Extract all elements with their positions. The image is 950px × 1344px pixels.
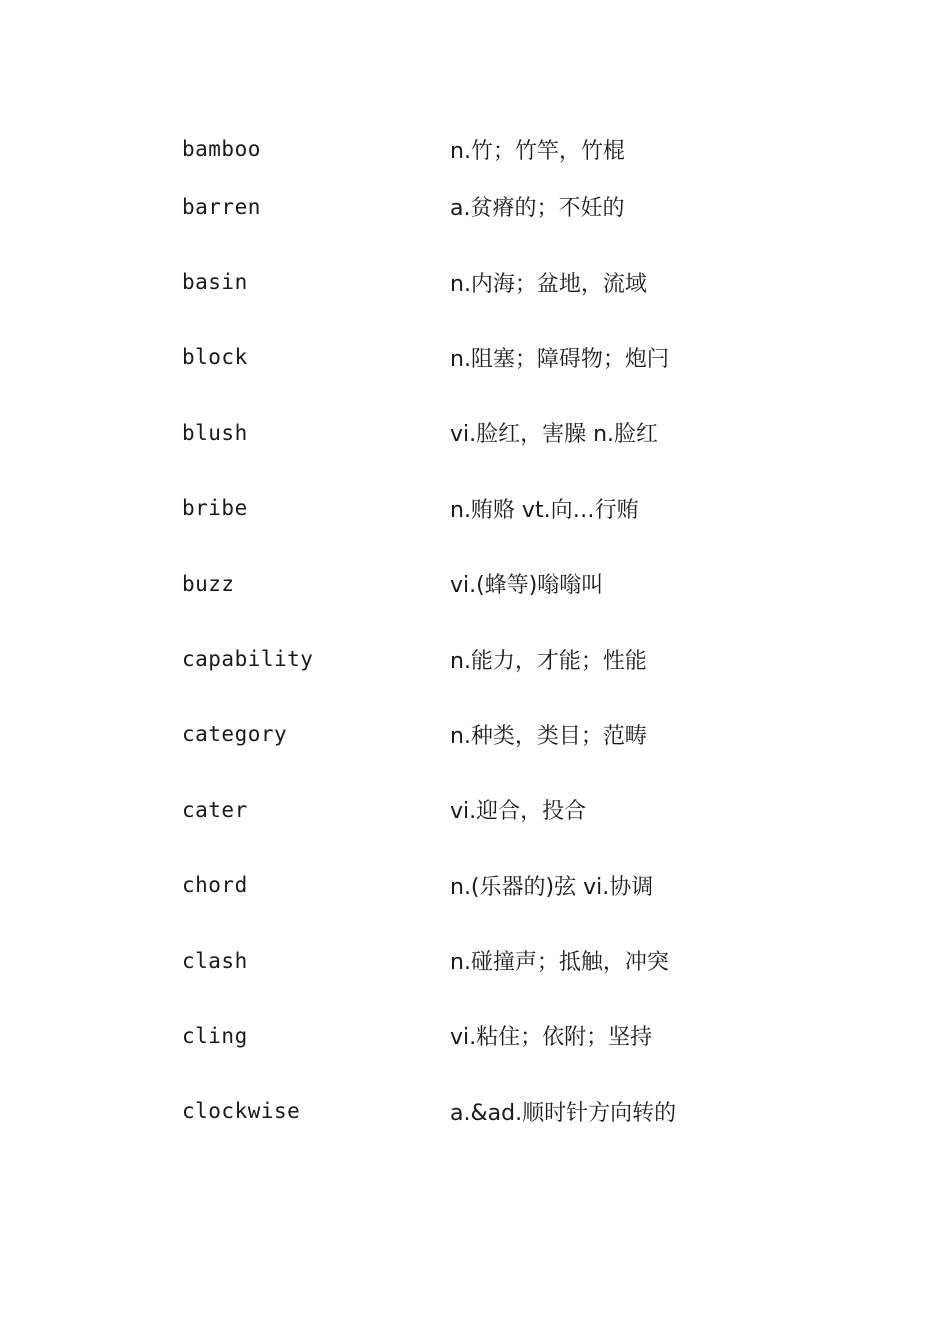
vocab-row bbox=[182, 772, 802, 847]
vocab-definition: a.&ad.顺时针方向转的 bbox=[450, 1100, 677, 1126]
vocab-row bbox=[182, 697, 802, 772]
vocab-word: block bbox=[182, 345, 248, 370]
vocab-row bbox=[182, 848, 802, 923]
vocab-row bbox=[182, 998, 802, 1073]
vocab-definition: vi.脸红，害臊 n.脸红 bbox=[450, 422, 659, 448]
vocab-row bbox=[182, 320, 802, 395]
vocab-word: cling bbox=[182, 1023, 248, 1048]
vocab-row bbox=[182, 169, 802, 244]
vocab-row bbox=[182, 923, 802, 998]
vocab-word: bribe bbox=[182, 496, 248, 521]
vocab-definition: n.贿赂 vt.向…行贿 bbox=[450, 497, 639, 523]
vocab-word: blush bbox=[182, 420, 248, 445]
vocab-row bbox=[182, 244, 802, 319]
vocab-row bbox=[182, 395, 802, 470]
vocab-definition: vi.(蜂等)嗡嗡叫 bbox=[450, 573, 604, 599]
vocab-definition: n.(乐器的)弦 vi.协调 bbox=[450, 874, 654, 900]
vocab-definition: a.贫瘠的；不妊的 bbox=[450, 196, 625, 222]
vocab-definition: n.阻塞；障碍物；炮闩 bbox=[450, 346, 669, 372]
vocab-definition: vi.粘住；依附；坚持 bbox=[450, 1025, 653, 1051]
vocab-row bbox=[182, 129, 802, 169]
vocab-definition: n.竹；竹竿，竹棍 bbox=[450, 138, 625, 164]
vocab-definition: n.内海；盆地，流域 bbox=[450, 271, 647, 297]
vocab-word: barren bbox=[182, 194, 261, 219]
vocab-word: buzz bbox=[182, 571, 235, 596]
vocab-definition: n.能力，才能；性能 bbox=[450, 648, 647, 674]
vocab-row bbox=[182, 1074, 802, 1149]
vocab-word: clockwise bbox=[182, 1099, 301, 1124]
vocab-row bbox=[182, 471, 802, 546]
vocab-row bbox=[182, 546, 802, 621]
vocab-definition: n.碰撞声；抵触，冲突 bbox=[450, 950, 669, 976]
vocab-word: cater bbox=[182, 797, 248, 822]
vocab-word: chord bbox=[182, 873, 248, 898]
vocabulary-list bbox=[182, 129, 802, 1149]
vocab-word: clash bbox=[182, 948, 248, 973]
vocab-row bbox=[182, 621, 802, 696]
vocab-word: capability bbox=[182, 647, 314, 672]
vocab-definition: vi.迎合，投合 bbox=[450, 799, 587, 825]
vocab-definition: n.种类，类目；范畴 bbox=[450, 723, 647, 749]
vocab-word: category bbox=[182, 722, 288, 747]
vocab-word: basin bbox=[182, 270, 248, 295]
vocab-word: bamboo bbox=[182, 137, 261, 161]
